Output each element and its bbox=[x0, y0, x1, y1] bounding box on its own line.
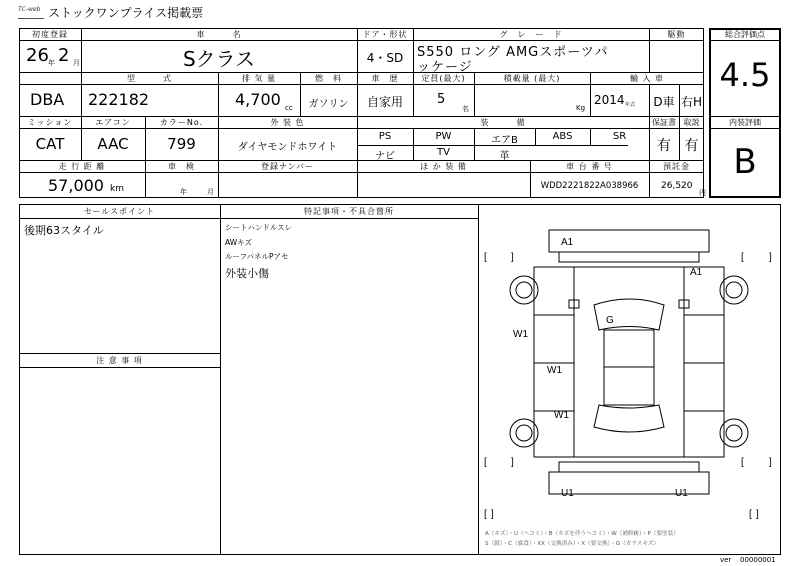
handle-side: 右H bbox=[680, 95, 703, 109]
inspection-caption: 車 検 bbox=[168, 162, 195, 171]
inspection-month-unit: 月 bbox=[207, 188, 214, 196]
version-label: ver bbox=[720, 556, 732, 564]
fuel: ガソリン bbox=[308, 99, 349, 110]
history-caption: 車 歴 bbox=[371, 74, 399, 83]
remark-item: シートハンドルスレ bbox=[225, 223, 293, 232]
capacity: 5 bbox=[437, 92, 446, 107]
damage-mark: U1 bbox=[561, 488, 574, 499]
chassis-number: WDD2221822A038966 bbox=[540, 181, 639, 191]
reg-month: 2 bbox=[58, 45, 70, 66]
model-year: 2014 bbox=[594, 93, 625, 107]
equipment-tv: TV bbox=[437, 147, 450, 158]
displacement-unit: cc bbox=[285, 104, 293, 112]
model-code: 222182 bbox=[88, 90, 150, 109]
notes-caption: 注 意 事 項 bbox=[96, 356, 143, 365]
model-prefix: DBA bbox=[30, 90, 65, 109]
equipment-pw: PW bbox=[435, 131, 452, 142]
bracket: ] bbox=[769, 252, 772, 263]
mission-caption: ミッション bbox=[27, 118, 73, 127]
capacity-caption: 定員(最大) bbox=[421, 74, 466, 83]
chassis-caption: 車 台 番 号 bbox=[566, 162, 613, 171]
bracket: ] bbox=[511, 457, 514, 468]
warranty-caption: 保証書 bbox=[652, 118, 676, 127]
interior-score-caption: 内装評価 bbox=[729, 118, 761, 127]
displacement: 4,700 bbox=[235, 90, 281, 109]
page-title: ストックワンプライス掲載票 bbox=[48, 6, 204, 20]
reg-month-unit: 月 bbox=[73, 59, 80, 67]
bracket: [ bbox=[484, 252, 487, 263]
equipment-navi: ナビ bbox=[375, 151, 395, 162]
mission: CAT bbox=[35, 135, 65, 153]
recycle-caption: 預託金 bbox=[663, 162, 690, 171]
car-name-caption: 車 名 bbox=[196, 30, 242, 39]
logo: TC-web bbox=[18, 6, 44, 19]
reg-year-unit: 年 bbox=[48, 59, 55, 67]
bracket: ] bbox=[491, 509, 494, 520]
model-year-unit: 年式 bbox=[625, 102, 636, 108]
bracket: ] bbox=[769, 457, 772, 468]
manual-caption: 取説 bbox=[683, 118, 700, 127]
load-caption: 積載量 (最大) bbox=[503, 74, 561, 83]
dealer-type: D車 bbox=[653, 95, 675, 109]
equipment-sr: SR bbox=[612, 131, 627, 142]
history: 自家用 bbox=[366, 95, 403, 109]
damage-mark: U1 bbox=[675, 488, 688, 499]
first-reg-caption: 初度登録 bbox=[32, 30, 68, 39]
equipment-leather: 革 bbox=[499, 151, 510, 162]
remark-item: AWキズ bbox=[225, 238, 252, 247]
bracket: [ bbox=[484, 457, 487, 468]
diagram-legend: S（錆）・C（腐食）・XX（交換済み）・X（要交換）・G（ガラスキズ） bbox=[485, 541, 660, 547]
mileage-unit: km bbox=[110, 184, 124, 194]
reg-year: 26 bbox=[26, 45, 49, 66]
recycle-unit: 円 bbox=[699, 189, 706, 197]
bracket: [ bbox=[741, 252, 744, 263]
door-shape: 4・SD bbox=[366, 51, 404, 65]
aircon-caption: エアコン bbox=[95, 118, 131, 127]
color-no: 799 bbox=[167, 135, 196, 153]
damage-mark: A1 bbox=[690, 267, 703, 278]
bracket: [ bbox=[741, 457, 744, 468]
warranty: 有 bbox=[657, 138, 671, 154]
import-caption: 輸 入 車 bbox=[629, 74, 665, 83]
load-unit: Kg bbox=[576, 104, 586, 112]
interior-score: B bbox=[733, 142, 757, 182]
equipment-caption: 装 備 bbox=[480, 118, 526, 127]
grade-line2: ッケージ bbox=[417, 60, 473, 75]
color-no-caption: カラーNo. bbox=[159, 118, 204, 127]
bracket: [ bbox=[749, 509, 752, 520]
drive-caption: 駆動 bbox=[667, 30, 686, 39]
capacity-unit: 名 bbox=[462, 105, 469, 113]
displacement-caption: 排 気 量 bbox=[241, 74, 277, 83]
equipment-abs: ABS bbox=[552, 131, 573, 142]
remark-item: ルーフパネルPアセ bbox=[225, 252, 289, 261]
bracket: ] bbox=[511, 252, 514, 263]
other-equipment-caption: ほ か 装 備 bbox=[420, 162, 467, 171]
inspection-year-unit: 年 bbox=[180, 188, 187, 196]
recycle-fee: 26,520 bbox=[661, 181, 693, 191]
aircon: AAC bbox=[97, 135, 129, 153]
manual: 有 bbox=[684, 138, 699, 154]
exterior-color: ダイヤモンドホワイト bbox=[237, 142, 338, 153]
mileage: 57,000 bbox=[48, 176, 104, 195]
overall-score-caption: 総合評価点 bbox=[725, 30, 765, 39]
version-number: 00000001 bbox=[740, 556, 776, 564]
car-damage-diagram bbox=[479, 205, 780, 554]
plate-caption: 登録ナンバー bbox=[260, 162, 315, 171]
sales-point: 後期63スタイル bbox=[24, 224, 104, 237]
remarks-caption: 特記事項・不具合箇所 bbox=[304, 207, 394, 216]
diagram-legend: A（キズ）・U（ヘコミ）・B（キズを伴うヘコミ）・W（補修跡）・P（要塗装） bbox=[485, 531, 679, 537]
overall-score: 4.5 bbox=[719, 56, 771, 94]
damage-mark: G bbox=[606, 315, 614, 326]
fuel-caption: 燃 料 bbox=[315, 74, 342, 83]
bracket: ] bbox=[756, 509, 759, 520]
model-caption: 型 式 bbox=[127, 74, 172, 83]
equipment-ps: PS bbox=[378, 131, 392, 142]
exterior-caption: 外 装 色 bbox=[270, 118, 305, 127]
bracket: [ bbox=[484, 509, 487, 520]
damage-mark: W1 bbox=[547, 365, 562, 376]
damage-mark: W1 bbox=[554, 410, 569, 421]
mileage-caption: 走 行 距 離 bbox=[58, 162, 106, 171]
damage-mark: W1 bbox=[513, 329, 528, 340]
equipment-airbag: エアB bbox=[491, 135, 518, 146]
door-caption: ドア・形状 bbox=[362, 30, 408, 39]
sales-point-caption: セールスポイント bbox=[83, 207, 156, 216]
grade-line1: S550 ロング AMGスポーツパ bbox=[417, 45, 609, 60]
grade-caption: グ レ ー ド bbox=[499, 30, 563, 39]
damage-mark: A1 bbox=[561, 237, 574, 248]
car-name: Sクラス bbox=[182, 47, 256, 71]
remark-item: 外装小傷 bbox=[225, 267, 269, 280]
